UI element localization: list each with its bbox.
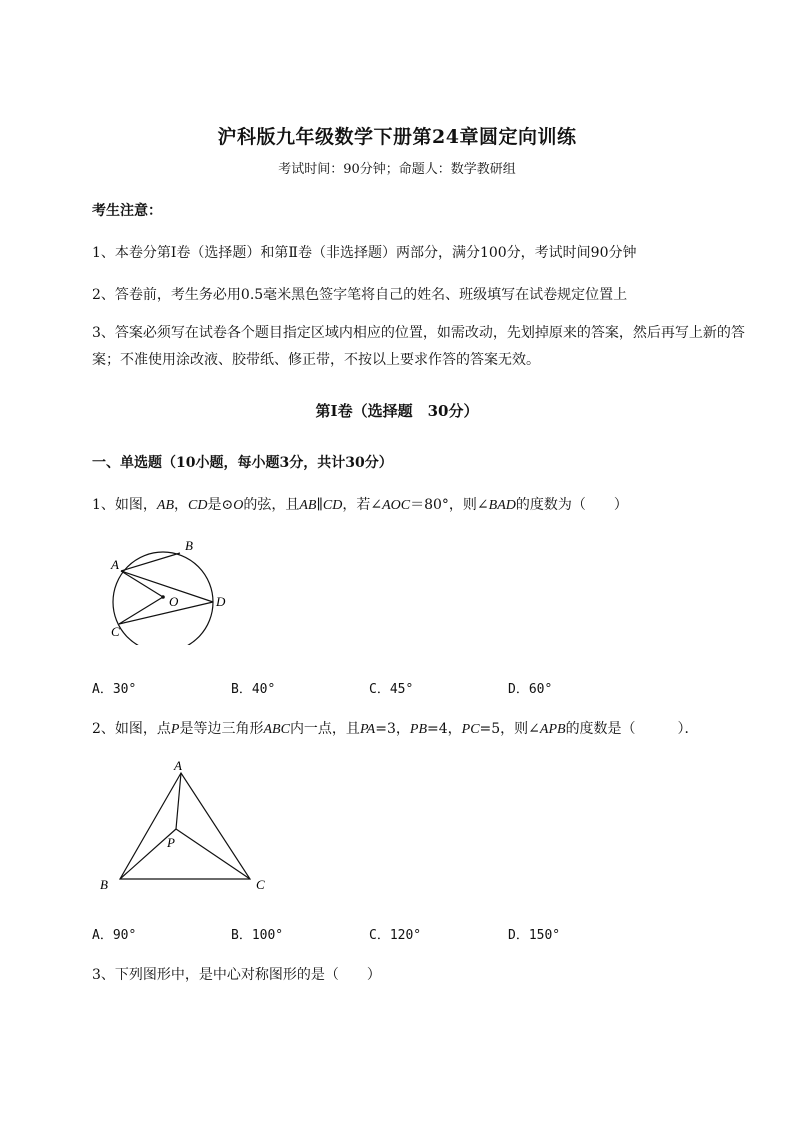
exam-info: 考试时间：90分钟；命题人：数学教研组: [278, 162, 516, 177]
question-3-text: 3、下列图形中，是中心对称图形的是（ ）: [92, 967, 381, 983]
label-b: B: [100, 877, 108, 892]
notice-heading: 考生注意：: [92, 203, 162, 219]
q2-part: PC: [461, 722, 480, 737]
label-c: C: [111, 624, 120, 639]
q2-option-a[interactable]: A．90°: [92, 928, 137, 943]
q1-part: ＝80°，则∠: [410, 497, 489, 513]
part-heading: 第I卷（选择题 30分）: [315, 402, 479, 420]
q2-option-d[interactable]: D．150°: [508, 928, 561, 943]
q2-part: PB: [409, 722, 427, 737]
question-2-text: [92, 718, 699, 738]
q1-option-b[interactable]: B．40°: [231, 682, 276, 697]
q1-part: 1、如图，: [92, 497, 157, 513]
notice-item-1: 1、本卷分第I卷（选择题）和第Ⅱ卷（非选择题）两部分，满分100分，考试时间90分钟: [92, 245, 637, 261]
q1-part: 是⊙: [207, 497, 234, 513]
label-p: P: [167, 835, 175, 850]
q1-part: O: [233, 498, 244, 513]
radius-oa: [121, 571, 163, 597]
q1-part: ，: [174, 497, 189, 513]
q2-part: 内一点，且: [289, 721, 360, 737]
triangle-abc: [120, 773, 250, 879]
q1-part: AB: [156, 498, 175, 513]
q1-option-a[interactable]: A．30°: [92, 682, 137, 697]
label-a: A: [111, 557, 119, 572]
chord-ab: [121, 553, 180, 571]
q2-part: =4，: [427, 721, 462, 737]
q2-part: =3，: [375, 721, 410, 737]
q2-part: 2、如图，点: [92, 721, 171, 737]
q2-part: 的度数是（ ）．: [565, 721, 699, 737]
radius-oc: [119, 597, 163, 624]
label-a: A: [174, 758, 182, 773]
q1-option-d[interactable]: D．60°: [508, 682, 553, 697]
notice-item-3: 3、答案必须写在试卷各个题目指定区域内相应的位置，如需改动，先划掉原来的答案，然后再写上新的答案；不准使用涂改液、胶带纸、修正带，不按以上要求作答的答案无效。: [92, 325, 745, 368]
question-2-figure: [90, 755, 280, 895]
label-c: C: [256, 877, 265, 892]
q1-part: AB∥CD: [299, 498, 343, 513]
q1-option-c[interactable]: C．45°: [369, 682, 414, 697]
center-point: [161, 595, 165, 599]
chord-ad: [121, 571, 213, 602]
segment-pc: [176, 829, 250, 879]
label-b: B: [185, 538, 193, 553]
question-1-figure: [105, 535, 235, 645]
section-heading: 一、单选题（10小题，每小题3分，共计30分）: [92, 455, 393, 471]
q2-part: APB: [539, 722, 566, 737]
q2-part: =5，则∠: [479, 721, 540, 737]
q2-option-c[interactable]: C．120°: [369, 928, 422, 943]
label-d: D: [216, 594, 226, 609]
q1-part: ，若∠: [342, 497, 383, 513]
q2-option-b[interactable]: B．100°: [231, 928, 284, 943]
page-title: 沪科版九年级数学下册第24章圆定向训练: [217, 126, 577, 148]
q1-part: 的弦，且: [243, 497, 300, 513]
q2-part: ABC: [263, 722, 290, 737]
q1-part: 的度数为（ ）: [515, 497, 628, 513]
q2-part: 是等边三角形: [179, 721, 264, 737]
question-1-text: [92, 494, 628, 514]
q1-part: AOC: [382, 498, 411, 513]
q2-part: PA: [359, 722, 376, 737]
q2-part: P: [170, 722, 180, 737]
label-o: O: [169, 594, 179, 609]
q1-part: BAD: [488, 498, 516, 513]
chord-cd: [119, 602, 213, 624]
notice-item-2: 2、答卷前，考生务必用0.5毫米黑色签字笔将自己的姓名、班级填写在试卷规定位置上: [92, 287, 628, 303]
q1-part: CD: [188, 498, 208, 513]
